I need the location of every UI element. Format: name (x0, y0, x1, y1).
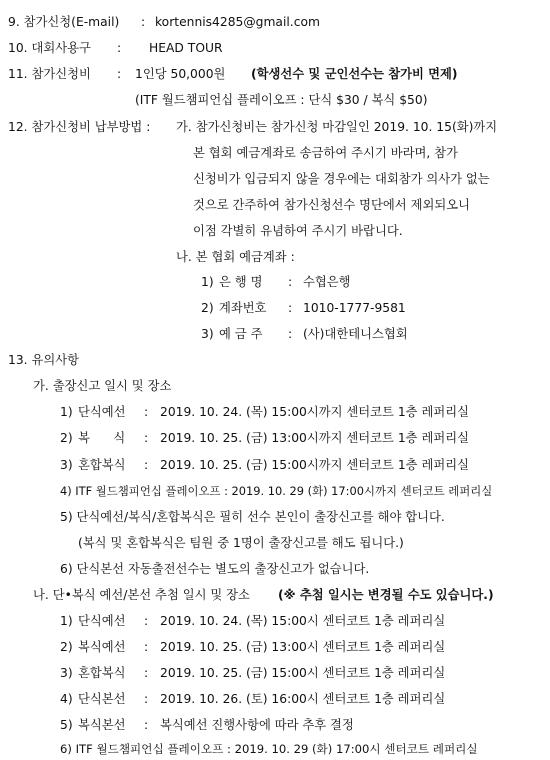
item12-na-title: 나. 본 협회 예금계좌 : (176, 250, 295, 264)
checkin-itf: 4) ITF 월드챔피언십 플레이오프 : 2019. 10. 29 (화) 17:00시까지 센터코트 레퍼리실 (60, 484, 493, 498)
item13-na-title: 나. 단•복식 예선/본선 추첨 일시 및 장소 (33, 588, 250, 602)
checkin-sep: : (144, 458, 149, 472)
draw-label: 복식본선 (78, 718, 126, 732)
checkin-label: 복 식 (78, 431, 126, 445)
draw-sep: : (144, 692, 149, 706)
draw-no: 5) (60, 718, 73, 732)
checkin-no: 3) (60, 458, 73, 472)
draw-change-note: (※ 추첨 일시는 변경될 수도 있습니다.) (278, 588, 494, 602)
draw-sep: : (144, 640, 149, 654)
account-no: 2) (201, 301, 214, 315)
item11-label: 11. 참가신청비 (8, 67, 91, 81)
draw-label: 단식본선 (78, 692, 126, 706)
account-no: 3) (201, 327, 214, 341)
draw-no: 1) (60, 614, 73, 628)
checkin-value: 2019. 10. 25. (금) 15:00시까지 센터코트 1층 레퍼리실 (160, 458, 469, 472)
draw-no: 3) (60, 666, 73, 680)
account-holder: (사)대한테니스협회 (303, 327, 408, 341)
checkin-no: 2) (60, 431, 73, 445)
checkin-notice-main-draw: 6) 단식본선 자동출전선수는 별도의 출장신고가 없습니다. (60, 562, 370, 576)
account-label: 계좌번호 (219, 301, 267, 315)
item12-ga-line: 것으로 간주하여 참가신청선수 명단에서 제외되오니 (193, 198, 470, 212)
checkin-label: 단식예선 (78, 405, 126, 419)
draw-sep: : (144, 666, 149, 680)
item9-label: 9. 참가신청(E-mail) (8, 15, 120, 29)
account-number: 1010-1777-9581 (303, 301, 406, 315)
item10-value: HEAD TOUR (149, 41, 223, 55)
checkin-notice-doubles: (복식 및 혼합복식은 팀원 중 1명이 출장신고를 해도 됩니다.) (78, 536, 404, 550)
account-sep: : (288, 275, 293, 289)
draw-label: 혼합복식 (78, 666, 126, 680)
draw-itf: 6) ITF 월드챔피언십 플레이오프 : 2019. 10. 29 (화) 17:00시 센터코트 레퍼리실 (60, 742, 478, 756)
checkin-value: 2019. 10. 24. (목) 15:00시까지 센터코트 1층 레퍼리실 (160, 405, 469, 419)
draw-sep: : (144, 718, 149, 732)
draw-no: 2) (60, 640, 73, 654)
item12-ga-line: 이점 각별히 유념하여 주시기 바랍니다. (193, 224, 403, 238)
checkin-notice: 5) 단식예선/복식/혼합복식은 필히 선수 본인이 출장신고를 해야 합니다. (60, 510, 445, 524)
item9-sep: : (141, 15, 146, 29)
draw-value: 2019. 10. 25. (금) 13:00시 센터코트 1층 레퍼리실 (160, 640, 446, 654)
draw-label: 단식예선 (78, 614, 126, 628)
item13-ga-title: 가. 출장신고 일시 및 장소 (33, 379, 172, 393)
checkin-value: 2019. 10. 25. (금) 13:00시까지 센터코트 1층 레퍼리실 (160, 431, 469, 445)
checkin-label: 혼합복식 (78, 458, 126, 472)
checkin-sep: : (144, 405, 149, 419)
account-sep: : (288, 301, 293, 315)
account-sep: : (288, 327, 293, 341)
account-label: 은 행 명 (219, 275, 263, 289)
checkin-sep: : (144, 431, 149, 445)
draw-no: 4) (60, 692, 73, 706)
draw-value: 2019. 10. 25. (금) 15:00시 센터코트 1층 레퍼리실 (160, 666, 446, 680)
draw-label: 복식예선 (78, 640, 126, 654)
item13-title: 13. 유의사항 (8, 353, 79, 367)
draw-sep: : (144, 614, 149, 628)
item12-label: 12. 참가신청비 납부방법 : (8, 120, 151, 134)
account-value: 수협은행 (303, 275, 351, 289)
item11-itf-fee: (ITF 월드챔피언십 플레이오프 : 단식 $30 / 복식 $50) (135, 93, 428, 107)
item11-exemption-note: (학생선수 및 군인선수는 참가비 면제) (251, 67, 458, 81)
item11-fee: 1인당 50,000원 (135, 67, 226, 81)
item12-ga-line: 신청비가 입금되지 않을 경우에는 대회참가 의사가 없는 (193, 172, 490, 186)
item9-email: kortennis4285@gmail.com (155, 15, 320, 29)
item11-sep: : (117, 67, 122, 81)
draw-value: 복식예선 진행사항에 따라 추후 결정 (160, 718, 354, 732)
account-no: 1) (201, 275, 214, 289)
draw-value: 2019. 10. 26. (토) 16:00시 센터코트 1층 레퍼리실 (160, 692, 446, 706)
item10-label: 10. 대회사용구 (8, 41, 91, 55)
item10-sep: : (117, 41, 122, 55)
item12-ga-line: 본 협회 예금계좌로 송금하여 주시기 바라며, 참가 (193, 146, 458, 160)
draw-value: 2019. 10. 24. (목) 15:00시 센터코트 1층 레퍼리실 (160, 614, 446, 628)
checkin-no: 1) (60, 405, 73, 419)
account-label: 예 금 주 (219, 327, 263, 341)
item12-ga-line: 가. 참가신청비는 참가신청 마감일인 2019. 10. 15(화)까지 (176, 120, 498, 134)
